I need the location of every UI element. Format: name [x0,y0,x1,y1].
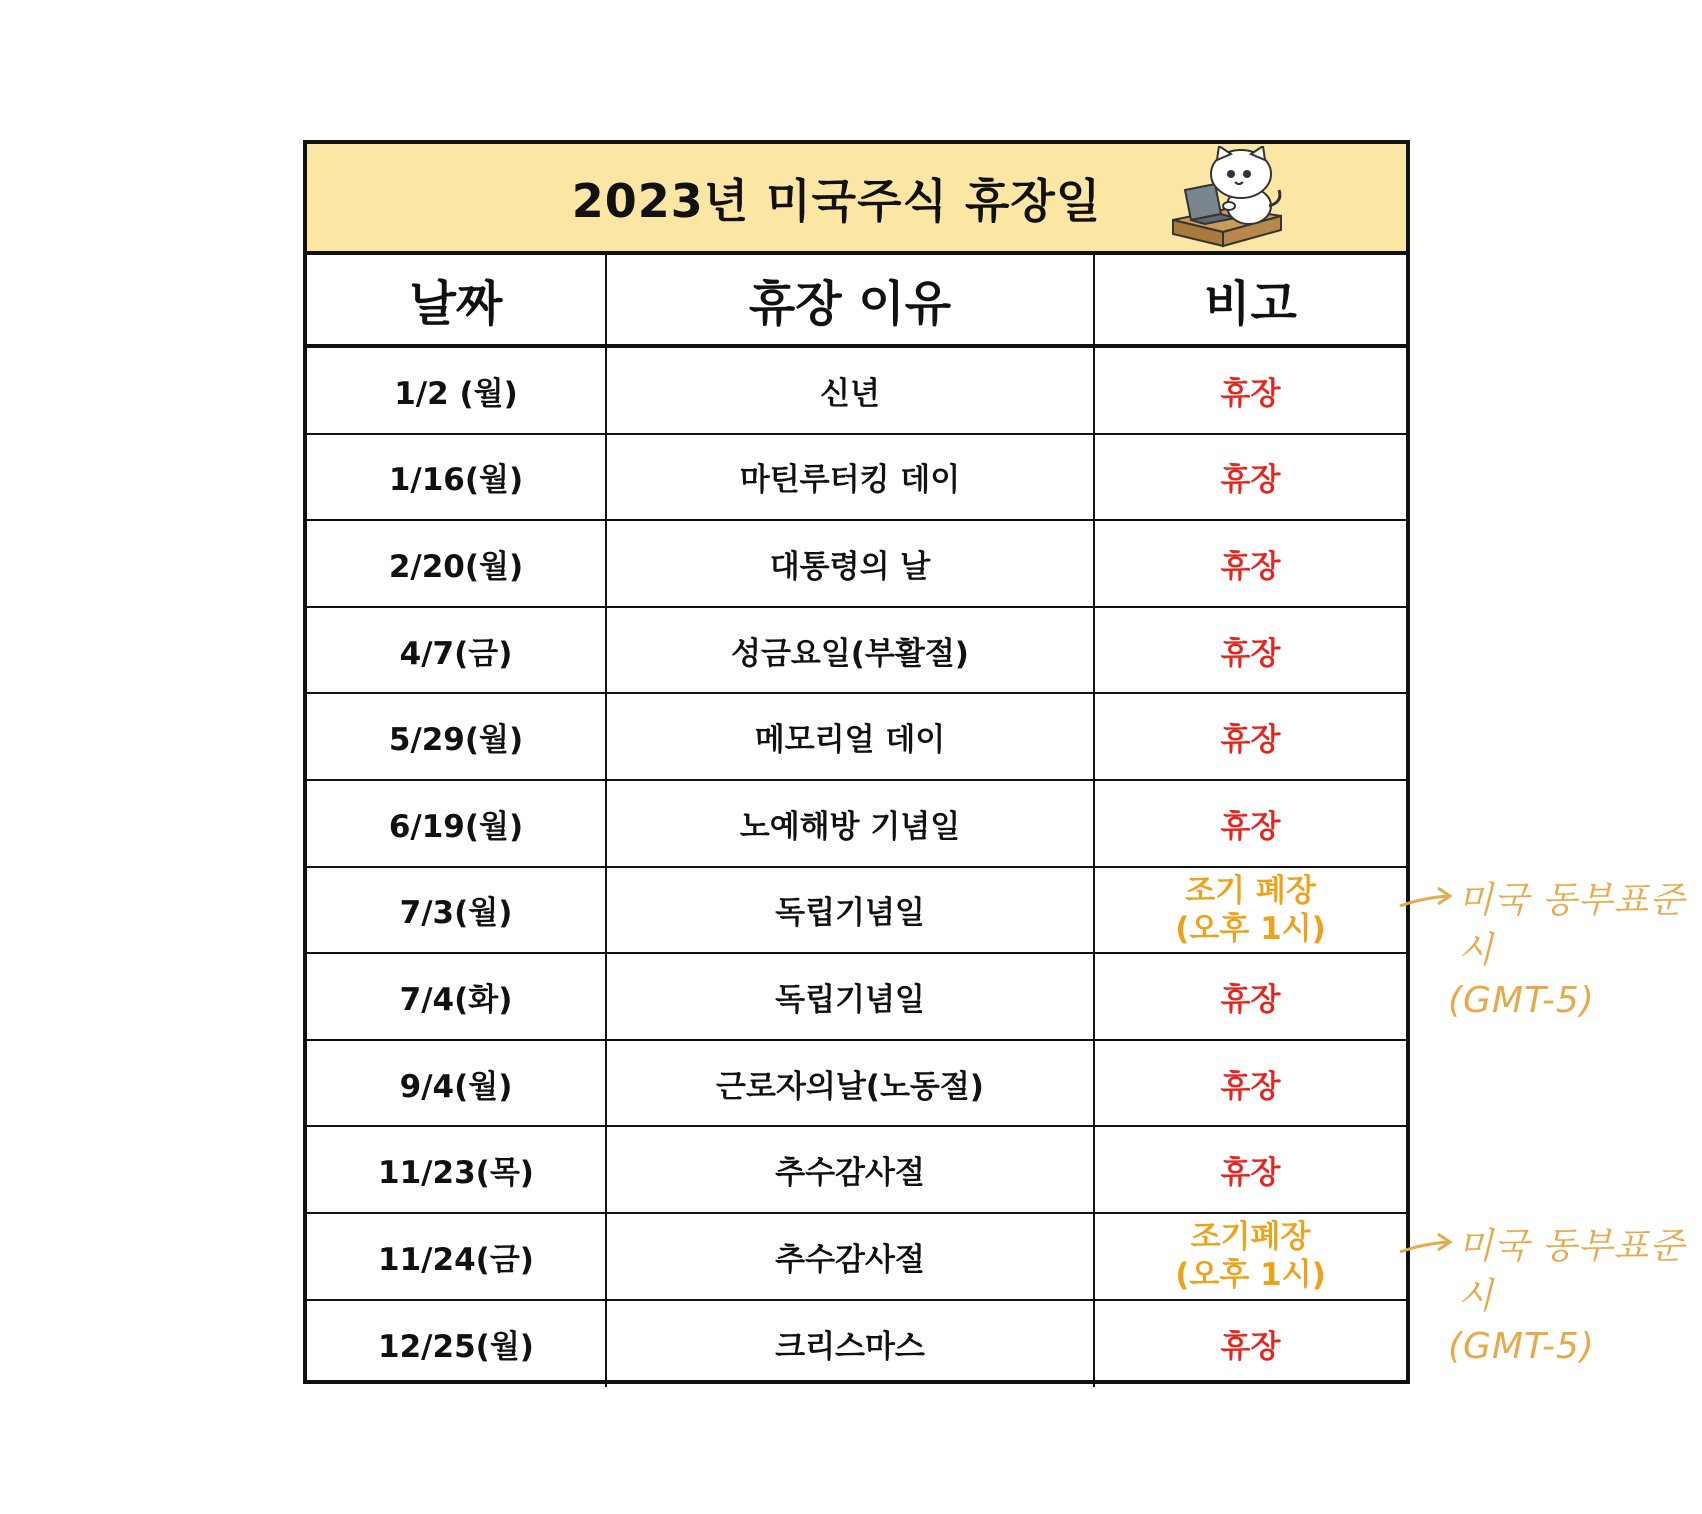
reason-cell: 노예해방 기념일 [607,781,1095,866]
note-line: 휴장 [1220,1329,1281,1366]
date-cell: 1/2 (월) [307,348,607,433]
reason-cell: 신년 [607,348,1095,433]
table-row [307,1214,1406,1301]
reason-cell: 근로자의날(노동절) [607,1041,1095,1126]
column-header-reason: 휴장 이유 [607,255,1095,344]
table-row [307,521,1406,608]
date-cell: 4/7(금) [307,608,607,693]
arrow-right-icon [1396,1230,1456,1260]
reason-cell: 마틴루터킹 데이 [607,435,1095,520]
reason-cell: 추수감사절 [607,1127,1095,1212]
date-cell: 7/4(화) [307,954,607,1039]
cat-with-laptop-icon [1171,146,1291,250]
table-row [307,608,1406,695]
closed-note [1095,608,1406,693]
closed-note [1095,435,1406,520]
note-line: 휴장 [1220,722,1281,759]
note-line: 조기 폐장 [1185,872,1316,909]
note-line: (오후 1시) [1175,910,1326,947]
note-line: 휴장 [1220,808,1281,845]
page-title: 2023년 미국주식 휴장일 [571,173,1102,228]
closed-note [1095,694,1406,779]
closed-note [1095,954,1406,1039]
note-line: 휴장 [1220,375,1281,412]
date-cell: 5/29(월) [307,694,607,779]
table-row [307,781,1406,868]
arrow-right-icon [1396,884,1456,914]
table-row [307,954,1406,1041]
column-header-note: 비고 [1204,276,1297,332]
early-close-note [1095,868,1406,953]
date-cell: 9/4(월) [307,1041,607,1126]
date-cell: 1/16(월) [307,435,607,520]
table-row [307,348,1406,435]
date-cell: 12/25(월) [307,1301,607,1388]
reason-cell: 메모리얼 데이 [607,694,1095,779]
title-bar [307,144,1406,255]
date-cell: 6/19(월) [307,781,607,866]
annotation-timezone [1448,876,1702,1026]
table-row [307,694,1406,781]
header-row [307,255,1406,348]
reason-cell: 추수감사절 [607,1214,1095,1299]
table-row [307,435,1406,522]
note-line: 휴장 [1220,462,1281,499]
closed-note [1095,781,1406,866]
reason-cell: 대통령의 날 [607,521,1095,606]
annotation-line-2: (GMT-5) [1448,980,1595,1021]
date-cell: 2/20(월) [307,521,607,606]
note-line: 휴장 [1220,548,1281,585]
note-line: 조기폐장 [1190,1219,1311,1256]
reason-cell: 크리스마스 [607,1301,1095,1388]
closed-note [1095,521,1406,606]
table-row [307,868,1406,955]
early-close-note [1095,1214,1406,1299]
date-cell: 7/3(월) [307,868,607,953]
note-line: (오후 1시) [1175,1257,1326,1294]
closed-note [1095,348,1406,433]
annotation-line-1: 미국 동부표준시 [1458,880,1686,971]
note-line: 휴장 [1220,635,1281,672]
date-cell: 11/23(목) [307,1127,607,1212]
reason-cell: 독립기념일 [607,954,1095,1039]
closed-note [1095,1127,1406,1212]
column-header-date: 날짜 [307,255,607,344]
closed-note [1095,1041,1406,1126]
table-body [307,348,1406,1387]
reason-cell: 성금요일(부활절) [607,608,1095,693]
note-line: 휴장 [1220,981,1281,1018]
date-cell: 11/24(금) [307,1214,607,1299]
note-line: 휴장 [1220,1068,1281,1105]
table-row [307,1041,1406,1128]
annotation-line-1: 미국 동부표준시 [1458,1226,1686,1317]
annotation-line-2: (GMT-5) [1448,1326,1595,1367]
reason-cell: 독립기념일 [607,868,1095,953]
note-line: 휴장 [1220,1155,1281,1192]
table-row [307,1301,1406,1388]
holiday-table [303,140,1410,1384]
annotation-timezone [1448,1222,1702,1372]
table-row [307,1127,1406,1214]
closed-note [1095,1301,1406,1388]
